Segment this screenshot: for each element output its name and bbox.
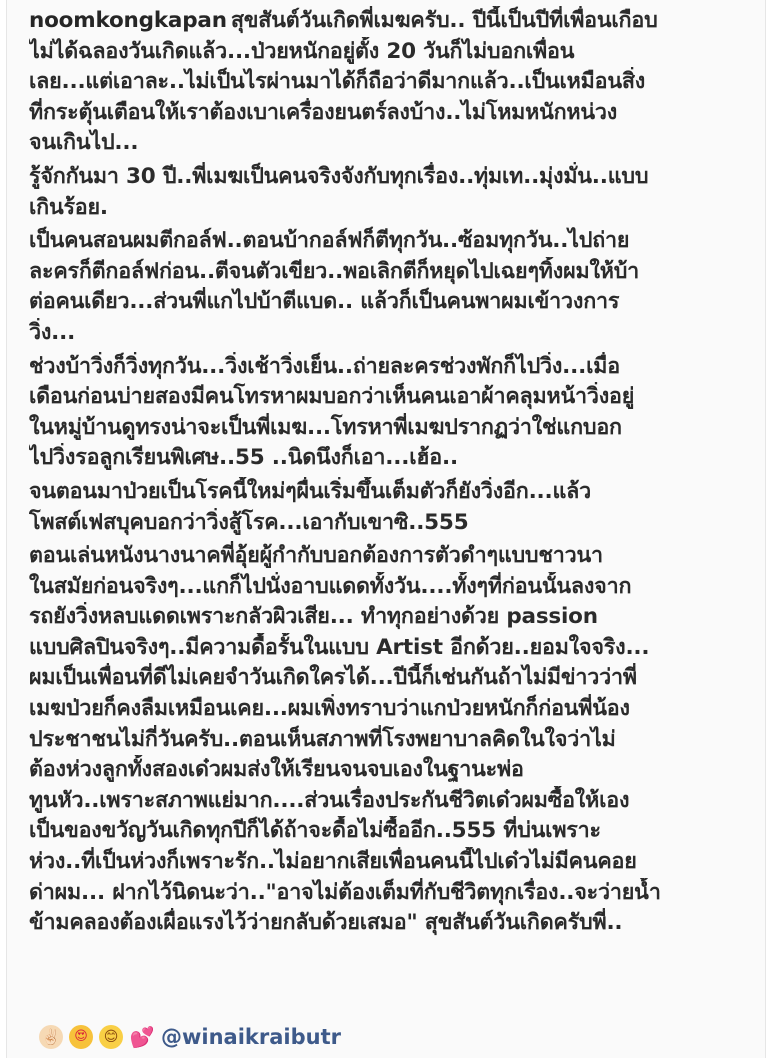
- victory-hand-icon: ✌🏻: [39, 1025, 63, 1049]
- caption-text: เมฆป่วยก็คงลืมเหมือนเคย...ผมเพิ่งทราบว่าแกป่วยหนักก็ก่อนพี่น้อง: [29, 696, 630, 722]
- caption-text: รถยังวิ่งหลบแดดเพราะกลัวผิวเสีย... ทำทุกอย่างด้วย passion: [29, 604, 598, 630]
- username-link[interactable]: noomkongkapan: [29, 8, 227, 33]
- post-caption: [29, 6, 754, 939]
- caption-text: ทูนหัว..เพราะสภาพแย่มาก....ส่วนเรื่องประกันชีวิตเด๋วผมซื้อให้เอง: [29, 787, 630, 813]
- caption-footer: [39, 1022, 341, 1052]
- caption-line: [29, 908, 754, 939]
- caption-text: โพสต์เฟสบุคบอกว่าวิ่งสู้โรค...เอากับเขาซิ..555: [29, 509, 469, 535]
- caption-text: ต้องห่วงลูกทั้งสองเด๋วผมส่งให้เรียนจนจบเองในฐานะพ่อ: [29, 757, 524, 783]
- caption-line: [29, 6, 754, 37]
- mention-link[interactable]: @winaikraibutr: [161, 1025, 341, 1049]
- caption-text: เป็นคนสอนผมตีกอล์ฟ..ตอนบ้ากอล์ฟก็ตีทุกวัน..ซ้อมทุกวัน..ไปถ่าย: [29, 228, 630, 254]
- caption-line: [29, 572, 754, 603]
- caption-text: ต่อคนเดียว...ส่วนพี่แกไปบ้าตีแบด.. แล้วก็เป็นคนพาผมเข้าวงการ: [29, 289, 620, 315]
- caption-text: ในสมัยก่อนจริงๆ...แกก็ไปนั่งอาบแดดทั้งวัน....ทั้งๆที่ก่อนนั้นลงจาก: [29, 573, 632, 599]
- caption-text: ช่วงบ้าวิ่งก็วิ่งทุกวัน...วิ่งเช้าวิ่งเย็น..ถ่ายละครช่วงพักก็ไปวิ่ง...เมื่อ: [29, 353, 620, 379]
- caption-line: [29, 694, 754, 725]
- post-caption-frame: [6, 0, 766, 1058]
- caption-text: ที่กระตุ้นเตือนให้เราต้องเบาเครื่องยนตร์ลงบ้าง..ไม่โหมหนักหน่วง: [29, 99, 618, 125]
- caption-line: [29, 602, 754, 633]
- caption-line: [29, 413, 754, 444]
- caption-line: [29, 663, 754, 694]
- caption-line: [29, 257, 754, 288]
- caption-line: [29, 633, 754, 664]
- caption-text: วิ่ง...: [29, 319, 76, 345]
- caption-line: [29, 37, 754, 68]
- caption-line: [29, 755, 754, 786]
- caption-line: [29, 193, 754, 224]
- caption-line: [29, 477, 754, 508]
- caption-line: [29, 508, 754, 539]
- caption-text: แบบศิลปินจริงๆ..มีความดื้อรั้นในแบบ Artist อีกด้วย..ยอมใจจริง...: [29, 634, 650, 660]
- caption-text: ห่วง..ที่เป็นห่วงก็เพราะรัก..ไม่อยากเสียเพื่อนคนนี้ไปเด๋วไม่มีคนคอย: [29, 849, 637, 875]
- caption-text: เกินร้อย.: [29, 194, 108, 220]
- caption-line: [29, 287, 754, 318]
- caption-text: เดือนก่อนบ่ายสองมีคนโทรหาผมบอกว่าเห็นคนเอาผ้าคลุมหน้าวิ่งอยู่: [29, 384, 635, 410]
- caption-line: [29, 98, 754, 129]
- caption-line: [29, 443, 754, 474]
- caption-text: เลย...แต่เอาละ..ไม่เป็นไรผ่านมาได้ก็ถือว่าดีมากแล้ว..เป็นเหมือนสิ่ง: [29, 69, 646, 95]
- caption-line: [29, 318, 754, 349]
- caption-text: ผมเป็นเพื่อนที่ดีไม่เคยจำวันเกิดใครได้...ปีนี้ก็เช่นกันถ้าไม่มีข่าวว่าพี่: [29, 665, 637, 691]
- caption-line: [29, 725, 754, 756]
- caption-line: [29, 162, 754, 193]
- caption-text: รู้จักกันมา 30 ปี..พี่เมฆเป็นคนจริงจังกับทุกเรื่อง..ทุ่มเท..มุ่งมั่น..แบบ: [29, 163, 649, 189]
- caption-text: ตอนเล่นหนังนางนาคพี่อุ้ยผู้กำกับบอกต้องการตัวดำๆแบบชาวนา: [29, 543, 603, 569]
- caption-line: [29, 847, 754, 878]
- caption-text: จนตอนมาป่วยเป็นโรคนี้ใหม่ๆผื่นเริ่มขึ้นเต็มตัวก็ยังวิ่งอีก...แล้ว: [29, 478, 591, 504]
- caption-line: [29, 352, 754, 383]
- caption-text: เป็นของขวัญวันเกิดทุกปีก็ได้ถ้าจะดื้อไม่ซื้ออีก..555 ที่บ่นเพราะ: [29, 818, 601, 844]
- caption-line: [29, 67, 754, 98]
- caption-text: ไม่ได้ฉลองวันเกิดแล้ว...ป่วยหนักอยู่ตั้ง 20 วันก็ไม่บอกเพื่อน: [29, 38, 575, 64]
- caption-line: [29, 226, 754, 257]
- two-hearts-icon: 💕: [129, 1025, 155, 1049]
- caption-line: [29, 128, 754, 159]
- caption-text: ข้ามคลองต้องเผื่อแรงไว้ว่ายกลับด้วยเสมอ" สุขสันต์วันเกิดครับพี่..: [29, 910, 623, 936]
- caption-line: [29, 382, 754, 413]
- caption-line: [29, 816, 754, 847]
- caption-line: [29, 786, 754, 817]
- heart-eyes-face-icon: 😍: [69, 1025, 93, 1049]
- caption-text: ประชาชนไม่กี่วันครับ..ตอนเห็นสภาพที่โรงพยาบาลคิดในใจว่าไม่: [29, 726, 616, 752]
- caption-text: ในหมู่บ้านดูทรงน่าจะเป็นพี่เมฆ...โทรหาพี่เมฆปรากฏว่าใช่แกบอก: [29, 414, 622, 440]
- caption-text: ไปวิ่งรอลูกเรียนพิเศษ..55 ..นิดนึงก็เอา...เฮ้อ..: [29, 445, 458, 471]
- caption-text: ละครก็ตีกอล์ฟก่อน..ตีจนตัวเขียว..พอเลิกตีก็หยุดไปเฉยๆทิ้งผมให้บ้า: [29, 258, 640, 284]
- caption-text: ด่าผม... ฝากไว้นิดนะว่า.."อาจไม่ต้องเต็มที่กับชีวิตทุกเรื่อง..จะว่ายน้ำ: [29, 879, 661, 905]
- caption-line: [29, 541, 754, 572]
- caption-text: จนเกินไป...: [29, 130, 139, 156]
- caption-text: สุขสันต์วันเกิดพี่เมฆครับ.. ปีนี้เป็นปีที่เพื่อนเกือบ: [230, 8, 658, 33]
- caption-line: [29, 878, 754, 909]
- smiling-face-icon: 😊: [99, 1025, 123, 1049]
